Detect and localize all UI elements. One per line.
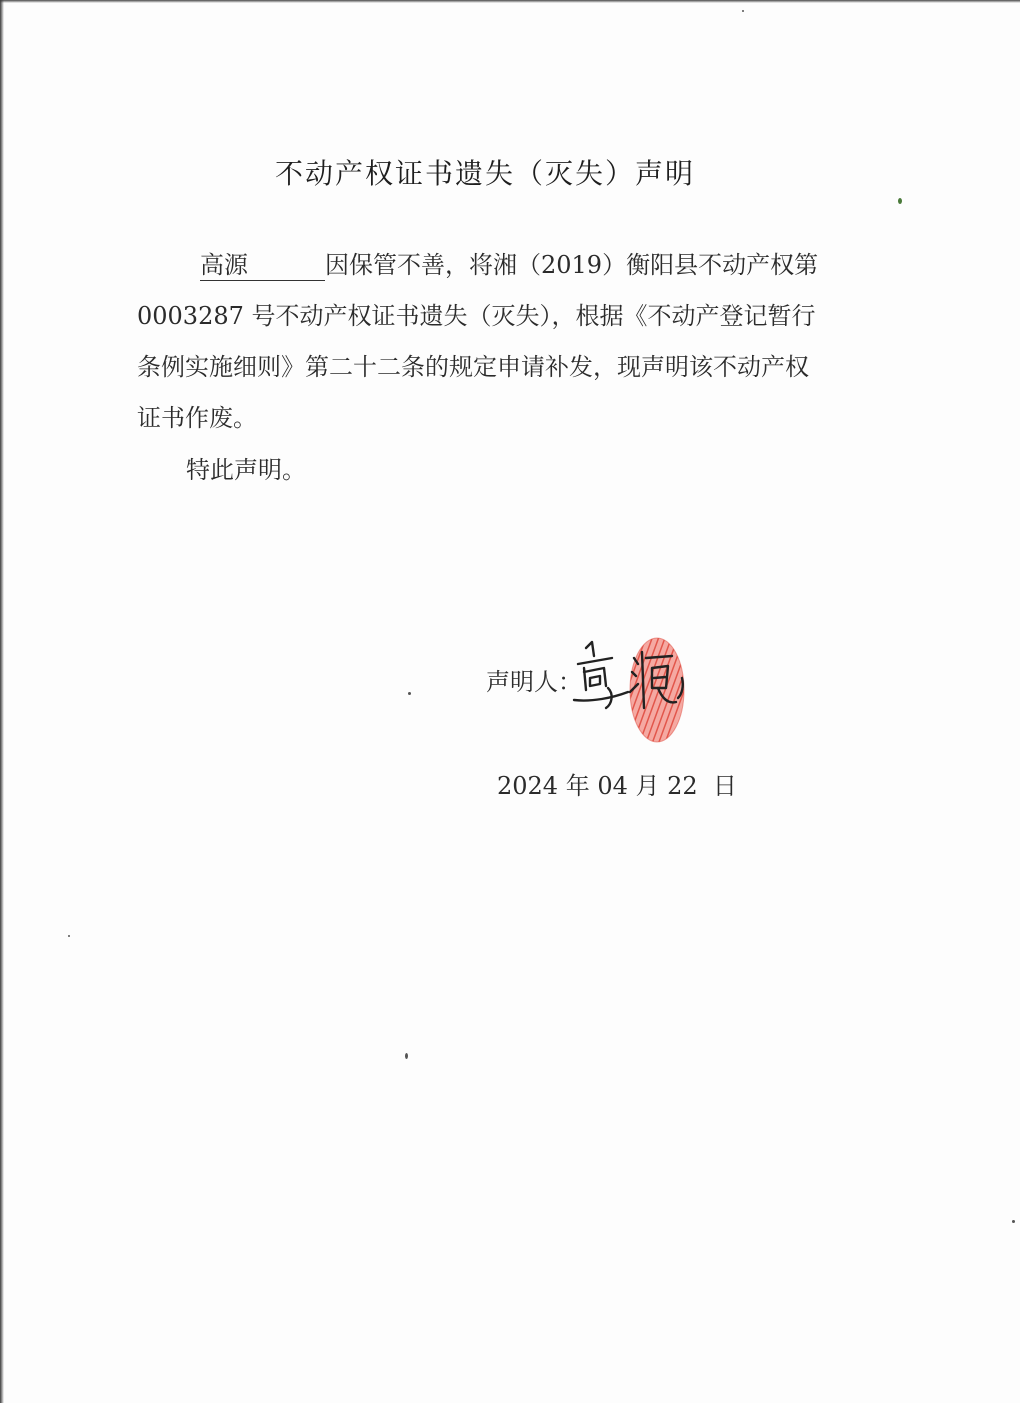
declarant-name: 高源 <box>200 250 325 281</box>
scan-speck <box>898 198 902 204</box>
scan-speck <box>742 10 744 12</box>
scan-speck <box>408 692 411 695</box>
body-line-4: 证书作废。 <box>137 404 257 432</box>
closing-statement: 特此声明。 <box>186 456 306 484</box>
signature-with-fingerprint <box>572 628 702 748</box>
scan-speck <box>68 935 70 937</box>
declarant-label: 声明人： <box>486 668 582 696</box>
scan-edge-left <box>0 0 4 1403</box>
scan-edge-top <box>0 0 1020 3</box>
declaration-body <box>137 240 837 444</box>
body-line-1 <box>137 240 837 291</box>
body-line-3: 条例实施细则》第二十二条的规定申请补发，现声明该不动产权 <box>137 353 809 381</box>
body-line-1-text: 因保管不善，将湘（2019）衡阳县不动产权第 <box>325 251 819 279</box>
document-title: 不动产权证书遗失（灭失）声明 <box>274 157 695 190</box>
scan-speck <box>405 1053 408 1059</box>
signing-date: 2024 年 04 月 22 日 <box>497 772 737 800</box>
scan-speck <box>1012 1220 1015 1223</box>
body-line-2: 0003287 号不动产权证书遗失（灭失），根据《不动产登记暂行 <box>137 302 816 330</box>
